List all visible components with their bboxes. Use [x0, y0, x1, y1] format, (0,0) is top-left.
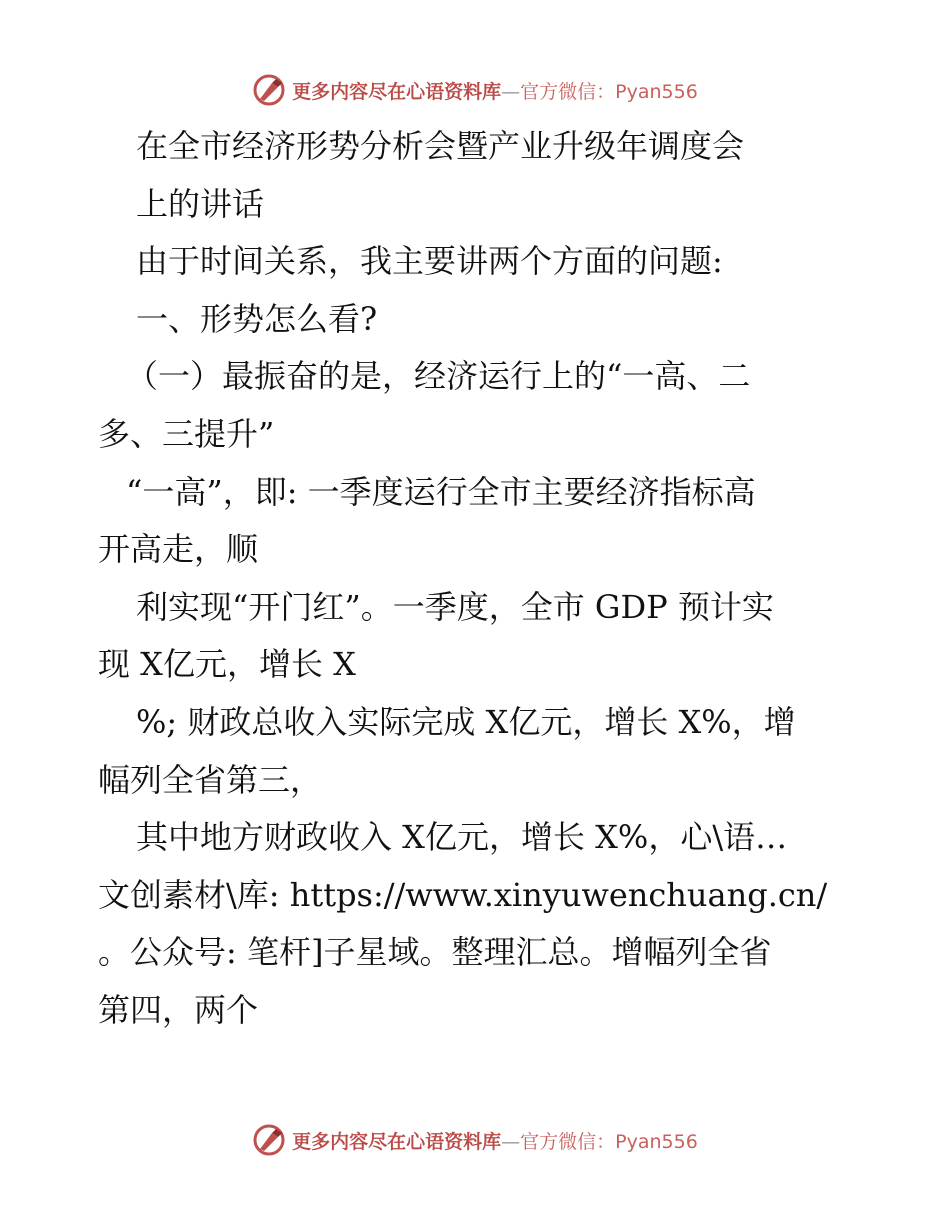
subsection-heading-line-1: （一）最振奋的是，经济运行上的“一高、二 — [126, 357, 751, 396]
pen-nib-logo-icon — [252, 1123, 286, 1157]
paragraph-line: %; 财政总收入实际完成 X亿元，增长 X%，增 — [136, 702, 796, 741]
paragraph-line: 开高走，顺 — [98, 530, 259, 569]
paragraph-line: 其中地方财政收入 X亿元，增长 X%，心\语… — [136, 818, 788, 857]
footer-banner — [0, 1120, 950, 1160]
banner-contact: 官方微信：Pyan556 — [520, 80, 698, 103]
section-heading: 一、形势怎么看? — [136, 299, 378, 338]
banner-text — [292, 77, 698, 104]
banner-separator: — — [501, 1130, 521, 1153]
banner-brand: 更多内容尽在心语资料库 — [292, 1130, 502, 1153]
banner-text — [292, 1127, 698, 1154]
paragraph-line: 由于时间关系，我主要讲两个方面的问题: — [136, 242, 723, 281]
title-line-1: 在全市经济形势分析会暨产业升级年调度会 — [136, 127, 745, 165]
paragraph-line: “一高”，即: 一季度运行全市主要经济指标高 — [126, 472, 756, 511]
header-banner — [0, 70, 950, 110]
paragraph-line: 幅列全省第三， — [98, 760, 323, 799]
banner-brand: 更多内容尽在心语资料库 — [292, 80, 502, 103]
pen-nib-logo-icon — [252, 73, 286, 107]
paragraph-line: 现 X亿元，增长 X — [98, 645, 356, 684]
banner-contact: 官方微信：Pyan556 — [520, 1130, 698, 1153]
paragraph-line: 。公众号: 笔杆]子星域。整理汇总。增幅列全省 — [98, 933, 772, 972]
document-body — [98, 118, 858, 1040]
banner-separator: — — [501, 80, 521, 103]
title-line-2: 上的讲话 — [136, 184, 265, 223]
subsection-heading-line-2: 多、三提升” — [98, 414, 275, 453]
url-line: 文创素材\库: https://www.xinyuwenchuang.cn/ — [98, 875, 828, 914]
paragraph-line: 利实现“开门红”。一季度，全市 GDP 预计实 — [136, 587, 774, 626]
paragraph-line: 第四，两个 — [98, 990, 259, 1029]
